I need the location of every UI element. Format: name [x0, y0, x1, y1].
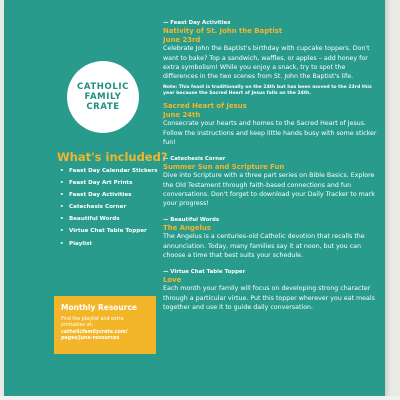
beautiful-words-section [163, 217, 381, 261]
catholic-family-crate-logo [67, 61, 139, 133]
section-title: The Angelus [163, 223, 211, 232]
logo-line-2: FAMILY [84, 92, 122, 102]
logo-line-3: CRATE [86, 102, 120, 112]
feast-day-activities-section [163, 20, 381, 97]
background-surface [0, 396, 400, 400]
bullet-icon: • [60, 192, 64, 199]
section-body: Consecrate your hearts and homes to the Sacred Heart of Jesus. Follow the instructions and keep little hands busy with some sticker fun! [163, 120, 377, 147]
monthly-resource-title: Monthly Resource [61, 303, 137, 312]
resource-sheet [4, 0, 385, 396]
section-label: — Catechesis Corner [163, 155, 226, 162]
section-body: The Angelus is a centuries-old Catholic devotion that recalls the annunciation. Today, many families say it at noon, but you can choose a time that best suits your schedule. [163, 233, 365, 260]
monthly-resource-box [54, 296, 156, 354]
list-item-label: Playlist [69, 240, 93, 247]
list-item [60, 192, 168, 199]
section-label: — Feast Day Activities [163, 20, 231, 26]
section-label: — Virtue Chat Table Topper [163, 268, 246, 275]
list-item [60, 241, 168, 248]
monthly-resource-body: Find the playlist and extra printables at: [61, 317, 124, 329]
monthly-resource-link: catholicfamilycrate.com/ pages/june-resources [61, 329, 128, 342]
section-body: Celebrate John the Baptist's birthday with cupcake toppers. Don't want to bake? Top a sandwich, waffles, or apples – add honey for extra symbolism! While you enjoy a snack, try to spot the differences in the two scenes from St. John the Baptist's life. [163, 45, 370, 81]
section-body: Dive into Scripture with a three part series on Bible Basics. Explore the Old Testament through faith-based connections and fun conversations. Don't forget to download your Daily Tracker to mark your progress! [163, 172, 375, 208]
bullet-icon: • [60, 168, 64, 174]
sacred-heart-section [163, 102, 381, 147]
section-date: June 23rd [163, 35, 201, 44]
list-item [60, 228, 168, 235]
section-title: Sacred Heart of Jesus [163, 102, 247, 111]
section-body: Each month your family will focus on developing strong character through a particular virtue. Put this topper wherever you eat meals together and use it to guide daily conversation. [163, 285, 375, 312]
section-title: Summer Sun and Scripture Fun [163, 162, 285, 171]
left-column [4, 0, 168, 396]
catechesis-corner-section [163, 156, 381, 209]
section-title: Love [163, 275, 182, 284]
list-item-label: Catechesis Corner [69, 204, 127, 211]
right-column [163, 20, 381, 312]
list-item-label: Feast Day Activities [69, 192, 132, 199]
included-list [60, 168, 168, 253]
section-label: — Beautiful Words [163, 216, 220, 223]
list-item [60, 180, 168, 187]
list-item-label: Feast Day Calendar Stickers [69, 168, 158, 174]
section-note: Note: This feast is traditionally on the 24th but has been moved to the 23rd this year because the Sacred Heart of Jesus falls on the 24th. [163, 84, 372, 97]
section-date: June 24th [163, 110, 201, 119]
list-item-label: Virtue Chat Table Topper [69, 228, 147, 235]
bullet-icon: • [60, 180, 64, 187]
monthly-resource-text [61, 317, 149, 343]
list-item-label: Beautiful Words [69, 216, 120, 223]
logo-line-1: CATHOLIC [77, 82, 129, 92]
bullet-icon: • [60, 228, 64, 235]
section-title: Nativity of St. John the Baptist [163, 27, 283, 35]
bullet-icon: • [60, 204, 64, 211]
bullet-icon: • [60, 240, 64, 247]
list-item [60, 168, 168, 175]
virtue-chat-section [163, 269, 381, 313]
list-item-label: Feast Day Art Prints [69, 180, 133, 187]
whats-included-heading: What's included? [57, 150, 168, 164]
list-item [60, 204, 168, 211]
bullet-icon: • [60, 216, 64, 223]
list-item [60, 216, 168, 223]
paper-edge [385, 0, 391, 396]
